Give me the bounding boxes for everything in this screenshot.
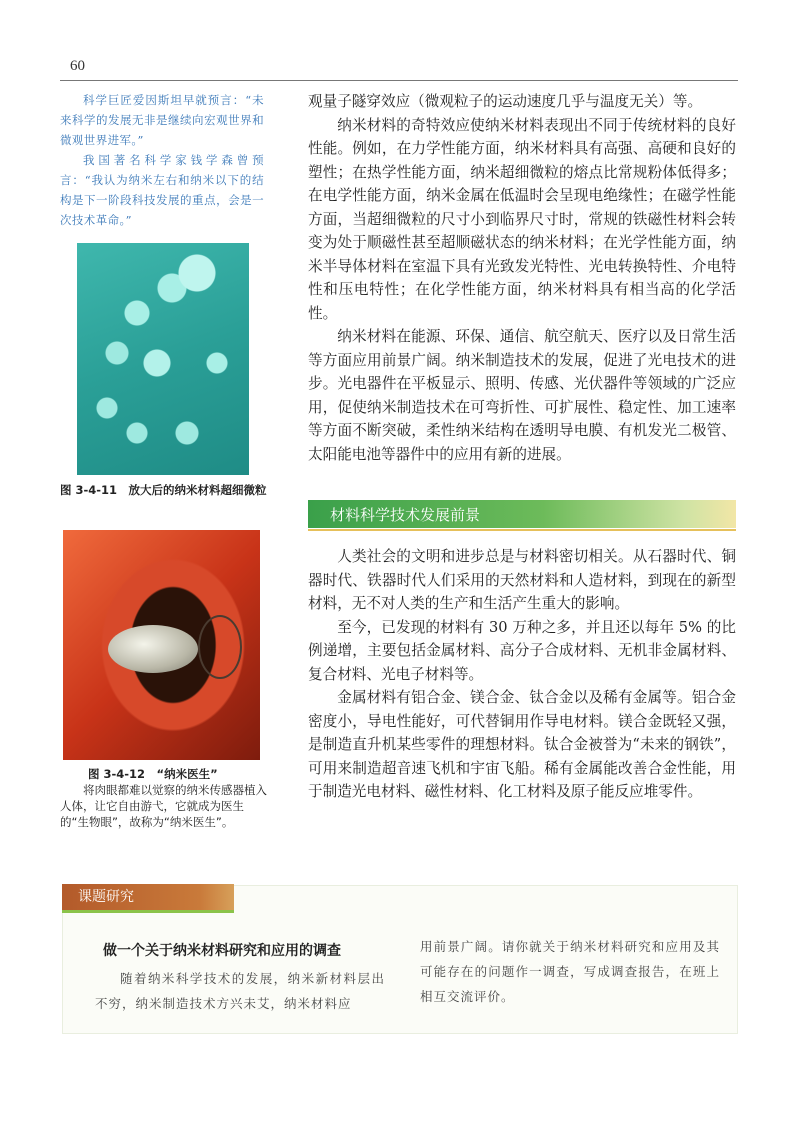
figure-caption-3-4-11: 图 3-4-11 放大后的纳米材料超细微粒 — [60, 483, 267, 497]
paragraph-material-count: 至今，已发现的材料有 30 万种之多，并且还以每年 5% 的比例递增，主要包括金属材料、高分子合成材料、无机非金属材料、复合材料、光电子材料等。 — [308, 618, 736, 683]
research-text-left: 随着纳米科学技术的发展，纳米新材料层出不穷，纳米制造技术方兴未艾，纳米材料应 — [95, 971, 385, 1011]
paragraph-continuation: 观量子隧穿效应（微观粒子的运动速度几乎与温度无关）等。 — [308, 93, 703, 110]
section-heading: 材料科学技术发展前景 — [330, 506, 481, 524]
research-tab — [62, 884, 234, 910]
paragraph-metal-materials: 金属材料有铝合金、镁合金、钛合金以及稀有金属等。铝合金密度小，导电性能好，可代替铜用作导电材料。镁合金既轻又强，是制造直升机某些零件的理想材料。钛合金被誉为“未来的钢铁”，可用来制造超音速飞机和宇宙飞船。稀有金属能改善合金性能，用于制造光电材料、磁性材料、化工材料及原子能反应堆零件。 — [308, 689, 736, 800]
main-text-bottom — [308, 545, 736, 804]
propeller-wheel — [198, 615, 242, 679]
research-tab-label: 课题研究 — [78, 889, 134, 905]
paragraph-civilization: 人类社会的文明和进步总是与材料密切相关。从石器时代、铜器时代、铁器时代人们采用的天然材料和人造材料，到现在的新型材料，无不对人类的生产和生活产生重大的影响。 — [308, 548, 736, 612]
figure-caption-title: 图 3-4-12 “纳米医生” — [88, 767, 218, 781]
research-left-column — [95, 940, 385, 1016]
sidenote-qian-quote: 我国著名科学家钱学森曾预言：“我认为纳米左右和纳米以下的结构是下一阶段科技发展的重点，会是一次技术革命。” — [60, 153, 264, 227]
research-title: 做一个关于纳米材料研究和应用的调查 — [103, 943, 341, 959]
sidenote-einstein-quote: 科学巨匠爱因斯坦早就预言：“未来科学的发展无非是继续向宏观世界和微观世界进军。” — [60, 93, 264, 147]
section-heading-bar — [308, 500, 736, 528]
paragraph-nano-properties: 纳米材料的奇特效应使纳米材料表现出不同于传统材料的良好性能。例如，在力学性能方面，纳米材料具有高强、高硬和良好的塑性；在热学性能方面，纳米超细微粒的熔点比常规粉体低得多；在电学性能方面，纳米金属在低温时会呈现电绝缘性；在磁学性能方面，当超细微粒的尺寸小到临界尺寸时，常规的铁磁性材料会转变为处于顺磁性甚至超顺磁状态的纳米材料；在光学性能方面，纳米半导体材料在室温下具有光致发光特性、光电转换特性、介电特性和压电特性；在化学性能方面，纳米材料具有相当高的化学活性。 — [308, 116, 736, 322]
figure-caption-3-4-12 — [60, 766, 270, 830]
header-rule — [60, 80, 738, 81]
figure-caption-description: 将肉眼都难以觉察的纳米传感器植入人体，让它自由游弋，它就成为医生的“生物眼”，故称为“纳米医生”。 — [60, 783, 267, 829]
nanoparticle-micrograph — [77, 243, 249, 475]
paragraph-nano-applications: 纳米材料在能源、环保、通信、航空航天、医疗以及日常生活等方面应用前景广阔。纳米制造技术的发展，促进了光电技术的进步。光电器件在平板显示、照明、传感、光伏器件等领域的广泛应用，促使纳米制造技术在可弯折性、可扩展性、稳定性、加工速率等方面不断突破，柔性纳米结构在透明导电膜、有机发光二极管、太阳能电池等器件中的应用有新的进展。 — [308, 328, 736, 463]
nano-doctor-device — [108, 625, 198, 673]
nano-doctor-image — [63, 530, 260, 760]
section-underline — [308, 529, 736, 531]
sidenote — [60, 90, 264, 230]
research-right-column — [420, 934, 720, 1009]
page-number: 60 — [70, 58, 85, 74]
main-text-top — [308, 90, 736, 466]
research-tab-underline — [62, 910, 234, 913]
research-text-right: 用前景广阔。请你就关于纳米材料研究和应用及其可能存在的问题作一调查，写成调查报告，在班上相互交流评价。 — [420, 939, 720, 1004]
sidenote-column — [60, 90, 264, 230]
